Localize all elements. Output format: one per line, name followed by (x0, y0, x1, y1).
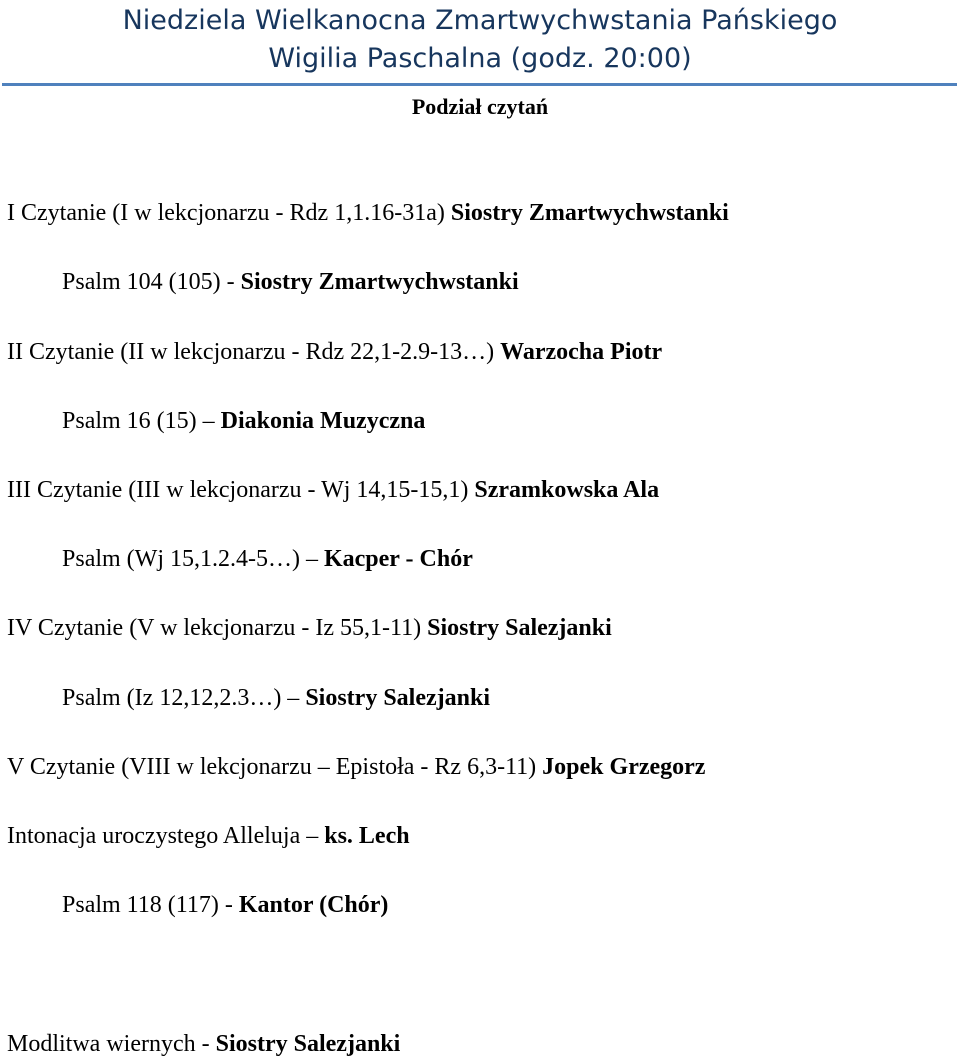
page-subtitle-title: Wigilia Paschalna (godz. 20:00) (268, 43, 692, 74)
reading-text: Psalm 104 (105) - (62, 269, 235, 295)
reading-person: Kacper - Chór (323, 546, 473, 572)
reading-person: Siostry Salezjanki (215, 1031, 401, 1057)
reading-person: Siostry Zmartwychwstanki (240, 269, 519, 295)
reading-text: Psalm 16 (15) – (62, 408, 215, 434)
reading-text: V Czytanie (VIII w lekcjonarzu – Epistoła - Rz 6,3-11) (7, 754, 537, 780)
reading-person: Siostry Salezjanki (427, 615, 612, 641)
reading-text: Psalm (Wj 15,1.2.4-5…) – (62, 546, 318, 572)
reading-line-12 (7, 1030, 400, 1058)
reading-person: Diakonia Muzyczna (220, 408, 426, 434)
reading-text: IV Czytanie (V w lekcjonarzu - Iz 55,1-11) (7, 615, 422, 641)
document-header (0, 0, 960, 78)
reading-text: I Czytanie (I w lekcjonarzu - Rdz 1,1.16-31a) (7, 200, 445, 226)
reading-text: II Czytanie (II w lekcjonarzu - Rdz 22,1-2.9-13…) (7, 339, 495, 365)
reading-text: III Czytanie (III w lekcjonarzu - Wj 14,15-15,1) (7, 477, 469, 503)
reading-person: Warzocha Piotr (500, 339, 663, 365)
reading-line-1 (7, 199, 729, 227)
reading-line-11 (62, 891, 388, 919)
reading-person: Kantor (Chór) (238, 892, 389, 918)
reading-person: Siostry Zmartwychwstanki (450, 200, 729, 226)
page-title: Niedziela Wielkanocna Zmartwychwstania Pańskiego (122, 5, 838, 36)
reading-line-2 (62, 268, 519, 296)
reading-line-3 (7, 338, 662, 366)
reading-line-9 (7, 753, 705, 781)
reading-text: Intonacja uroczystego Alleluja – (7, 823, 319, 849)
reading-line-10 (7, 822, 410, 850)
reading-text: Modlitwa wiernych - (7, 1031, 210, 1057)
reading-line-6 (62, 545, 473, 573)
reading-line-8 (62, 684, 490, 712)
reading-person: Szramkowska Ala (474, 477, 660, 503)
title-divider (2, 83, 957, 86)
reading-person: Siostry Salezjanki (305, 685, 490, 711)
reading-text: Psalm (Iz 12,12,2.3…) – (62, 685, 300, 711)
section-heading: Podział czytań (411, 94, 549, 119)
reading-person: ks. Lech (324, 823, 410, 849)
reading-line-4 (62, 407, 425, 435)
reading-line-7 (7, 614, 612, 642)
reading-person: Jopek Grzegorz (542, 754, 706, 780)
reading-line-5 (7, 476, 659, 504)
reading-text: Psalm 118 (117) - (62, 892, 233, 918)
